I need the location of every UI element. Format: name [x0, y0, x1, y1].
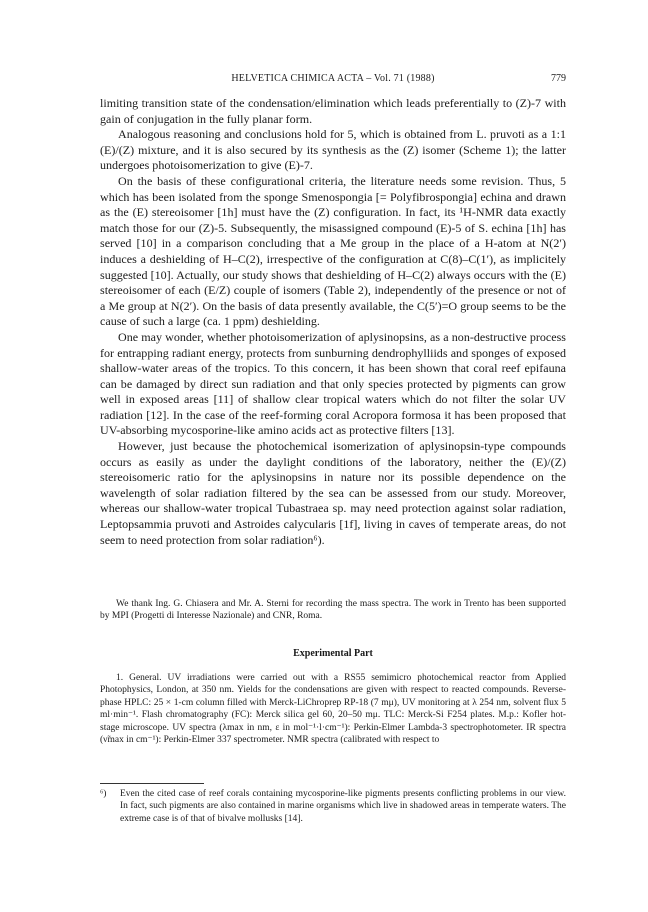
experimental-text: 1. General. UV irradiations were carried out with a RS55 semimicro photochemical reactor from Applied Photophysics, London, at 350 nm. Yields for the condensations are given with respect to reacted compounds. Reverse-phase HPLC: 25 × 1-cm column filled with Merck-LiChroprep RP-18 (7 mμ), UV monitoring at λ 254 nm, solvent flux 5 ml·min⁻¹. Flash chromatography (FC): Merck silica gel 60, 20–50 mμ. TLC: Merck-Si F254 plates. M.p.: Kofler hot-stage microscope. UV spectra (λmax in nm, ε in mol⁻¹·l·cm⁻¹): Perkin-Elmer Lambda-3 spectrophotometer. IR spectra (ν̃max in cm⁻¹): Perkin-Elmer 337 spectrometer. NMR spectra (calibrated with respect to [100, 673, 566, 746]
paragraph: limiting transition state of the condensation/elimination which leads preferentially to (Z)-7 with gain of conjugation in the fully planar form. [100, 96, 566, 126]
paragraph: Analogous reasoning and conclusions hold for 5, which is obtained from L. pruvoti as a 1:1 (E)/(Z) mixture, and it is also secured by its synthesis as the (Z) isomer (Scheme 1); the latter undergoes photoisomerization to give (E)-7. [100, 127, 566, 173]
acknowledgement-text: We thank Ing. G. Chiasera and Mr. A. Sterni for recording the mass spectra. The work in Trento has been supported by MPI (Progetti di Interesse Nazionale) and CNR, Roma. [100, 599, 566, 622]
footnote [100, 788, 566, 825]
paragraph: One may wonder, whether photoisomerization of aplysinopsins, as a non-destructive process for entrapping radiant energy, protects from sunburning dendrophylliids and sponges of exposed shallow-water areas of the tropics. To this concern, it has been shown that coral reef epifauna can be damaged by direct sun radiation and that only species protected by pigments can grow well in exposed areas [11] of shallow clear tropical waters which do not filter the solar UV radiation [12]. In the case of the reef-forming coral Acropora formosa it has been proposed that UV-absorbing mycosporine-like amino acids act as protective filters [13]. [100, 329, 566, 438]
page-number: 779 [551, 73, 566, 84]
footnote-mark: ⁶) [100, 789, 107, 799]
section-title: Experimental Part [293, 648, 373, 659]
experimental-section [100, 672, 566, 746]
acknowledgement [100, 598, 566, 623]
main-text [100, 96, 566, 548]
running-head: HELVETICA CHIMICA ACTA – Vol. 71 (1988) [231, 73, 435, 84]
paragraph: However, just because the photochemical isomerization of aplysinopsin-type compounds occurs as easily as under the daylight conditions of the laboratory, neither the (E)/(Z) stereoisomeric ratio for the aplysinopsins in nature nor its possible dependence on the wavelength of solar radiation filtered by the sea can be assessed from our study. Moreover, whereas our shallow-water tropical Tubastraea sp. may need protection against solar radiation, Leptopsammia pruvoti and Astroides calycularis [1f], living in caves of temperate areas, do not seem to need protection from solar radiation⁶). [100, 439, 566, 547]
footnote-divider [100, 783, 204, 784]
footnote-text: Even the cited case of reef corals containing mycosporine-like pigments presents conflicting problems in our view. In fact, such pigments are also contained in marine organisms which live in shadowed areas in temperate waters. The extreme case is of that of bivalve mollusks [14]. [120, 789, 566, 824]
paragraph: On the basis of these configurational criteria, the literature needs some revision. Thus, 5 which has been isolated from the sponge Smenospongia [= Polyfibrospongia] echina and drawn as the (E) stereoisomer [1h] must have the (Z) configuration. In fact, its ¹H-NMR data exactly match those for our (Z)-5. Subsequently, the misassigned compound (E)-5 of S. echina [1h] has served [10] in a comparison concluding that a Me group in the place of a H-atom at N(2′) induces a deshielding of H–C(2), irrespective of the configuration at C(8)–C(1′), as implicitely suggested [10]. Actually, our study shows that deshielding of H–C(2) always occurs with the (E) stereoisomer of each (E/Z) couple of isomers (Table 2), independently of the presence or not of a Me group at N(2′). On the basis of data presently available, the C(5′)=O group seems to be the cause of such a large (ca. 1 ppm) deshielding. [100, 173, 566, 329]
page-header [100, 72, 566, 86]
